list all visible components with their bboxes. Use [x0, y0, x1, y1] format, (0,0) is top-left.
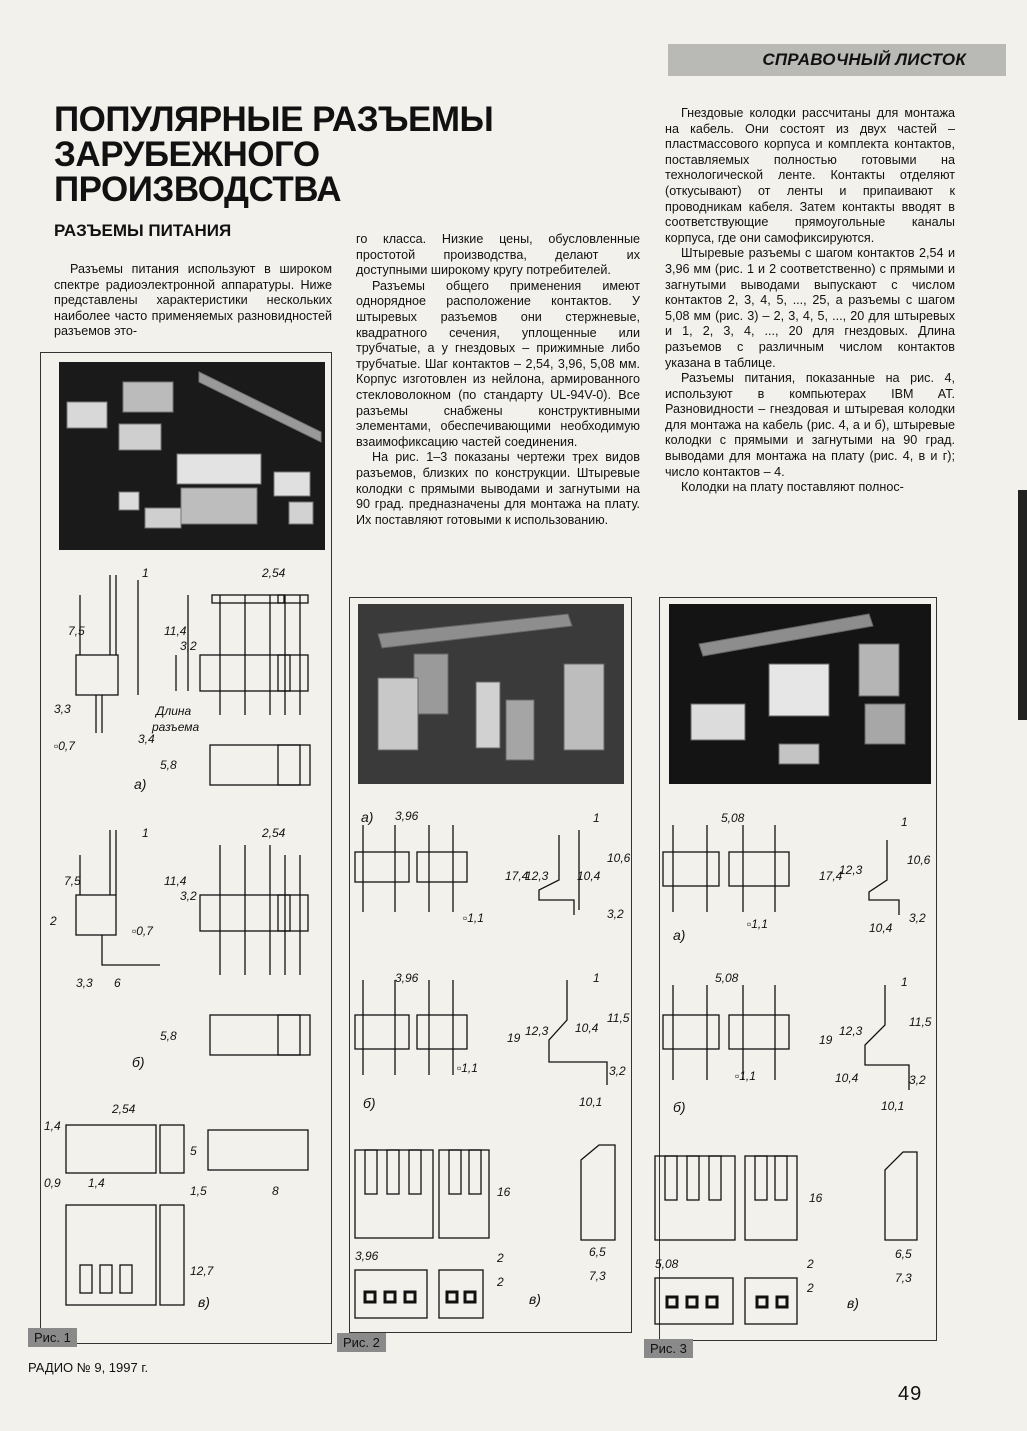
dim-label: 12,7 [190, 1264, 214, 1278]
sub-figure-letter: б) [363, 1095, 376, 1111]
dim-label: Длина [156, 704, 192, 718]
dim-label: 10,4 [835, 1071, 859, 1085]
dim-label: 1 [142, 566, 149, 580]
dim-label: 3,2 [909, 911, 926, 925]
dim-label: 10,6 [907, 853, 931, 867]
dim-label: 10,4 [577, 869, 601, 883]
dim-label: 3,96 [355, 1249, 379, 1263]
dim-label: 3,96 [395, 971, 419, 985]
dim-label: 7,5 [68, 624, 85, 638]
dim-label: 10,6 [607, 851, 631, 865]
dim-label: 2 [807, 1257, 814, 1271]
dim-label: 2 [50, 914, 57, 928]
dim-label: 5 [190, 1144, 197, 1158]
dim-label: 17,4 [505, 869, 529, 883]
sub-figure-letter: в) [847, 1295, 859, 1311]
sub-figure-letter: в) [529, 1291, 541, 1307]
dim-label: 1,4 [88, 1176, 105, 1190]
paragraph: го класса. Низкие цены, обусловленные простотой производства, делают их доступными широкому кругу потребителей. [356, 232, 640, 278]
dim-label: ▫1,1 [747, 917, 768, 931]
issue-info: РАДИО № 9, 1997 г. [28, 1360, 149, 1375]
dim-label: 11,4 [164, 874, 187, 888]
dim-label: 3,3 [76, 976, 93, 990]
margin-scan-edge [1018, 490, 1027, 720]
figure-2-drawing [349, 800, 632, 1325]
dim-label: 6,5 [589, 1245, 606, 1259]
dim-label: 2,54 [112, 1102, 136, 1116]
dim-label: ▫0,7 [54, 739, 75, 753]
dim-label: ▫1,1 [457, 1061, 478, 1075]
dim-label: 12,3 [525, 869, 549, 883]
dim-label: 11,4 [164, 624, 187, 638]
text-column-1 [54, 262, 332, 340]
sub-figure-letter: а) [134, 776, 147, 792]
dim-label: 0,9 [44, 1176, 61, 1190]
dim-label: 5,08 [721, 811, 745, 825]
section-banner [668, 44, 1006, 76]
dim-label: 1 [901, 975, 908, 989]
title-line: ПОПУЛЯРНЫЕ РАЗЪЕМЫ [54, 100, 494, 139]
dim-label: 16 [497, 1185, 511, 1199]
dim-label: 3,96 [395, 809, 419, 823]
page-number: 49 [898, 1383, 923, 1405]
dim-label: 10,4 [575, 1021, 599, 1035]
dim-label: 1,5 [190, 1184, 207, 1198]
dim-label: разъема [152, 720, 200, 734]
dim-label: 12,3 [839, 863, 863, 877]
figure-3-drawing [655, 800, 937, 1335]
figure-2-photo [358, 604, 624, 784]
dim-label: 7,5 [64, 874, 81, 888]
dim-label: 6,5 [895, 1247, 912, 1261]
dim-label: 3,3 [54, 702, 71, 716]
paragraph: Разъемы общего применения имеют однорядное расположение контактов. У штыревых разъемов они стержневые, квадратного сечения, уплощенные или трубчатые, а у гнездовых – прижимные либо трубчатые. Шаг контактов – 2,54, 3,96, 5,08 мм. Корпус изготовлен из нейлона, армированного стекловолокном (по стандарту UL-94V-0). Все разъемы снабжены конструктивными элементами, обеспечивающими необходимую взаимофиксацию частей соединения. [356, 278, 640, 449]
figure-3-caption: Рис. 3 [644, 1339, 693, 1358]
dim-label: 3,4 [138, 732, 155, 746]
dim-label: 2 [497, 1275, 504, 1289]
dim-label: 6 [114, 976, 121, 990]
paragraph: На рис. 1–3 показаны чертежи трех видов разъемов, близких по конструкции. Штыревые колодки с прямыми выводами и загнутыми на 90 град. предназначены для монтажа на плату. Их поставляют готовыми к использованию. [356, 450, 640, 527]
dim-label: 2 [807, 1281, 814, 1295]
dim-label: 8 [272, 1184, 279, 1198]
dim-label: 7,3 [895, 1271, 912, 1285]
dim-label: 19 [507, 1031, 521, 1045]
dim-label: 3,2 [180, 639, 197, 653]
figure-3-photo [669, 604, 931, 784]
title-line: ПРОИЗВОДСТВА [54, 170, 342, 209]
section-title: СПРАВОЧНЫЙ ЛИСТОК [762, 50, 966, 69]
text-column-3 [665, 106, 955, 496]
sub-figure-letter: б) [673, 1099, 686, 1115]
dim-label: ▫1,1 [735, 1069, 756, 1083]
paragraph: Разъемы питания, показанные на рис. 4, используют в компьютерах IBM AT. Разновидности – гнездовая и штыревая колодки для монтажа на кабель (рис. 4, а и б), штыревые колодки с прямыми и загнутыми на 90 град. выводами для монтажа на плату (рис. 4, в и г); число контактов – 4. [665, 371, 955, 479]
figure-1-photo [59, 362, 325, 550]
dim-label: 5,8 [160, 758, 177, 772]
sub-figure-letter: в) [198, 1294, 210, 1310]
dim-label: 7,3 [589, 1269, 606, 1283]
dim-label: 2,54 [262, 826, 286, 840]
dim-label: 11,5 [909, 1015, 932, 1029]
title-line: ЗАРУБЕЖНОГО [54, 135, 320, 174]
paragraph: Гнездовые колодки рассчитаны для монтажа на кабель. Они состоят из двух частей – пластмассового корпуса и комплекта контактов, поставляемых полностью готовыми на технологической ленте. Контакты отделяют (откусывают) от ленты и припаивают к проводникам кабеля. Затем контакты вводят в соответствующие прямоугольные каналы корпуса, где они самофиксируются. [665, 106, 955, 245]
dim-label: 10,1 [579, 1095, 603, 1109]
dim-label: 2,54 [262, 566, 286, 580]
dim-label: 5,08 [715, 971, 739, 985]
sub-figure-letter: а) [673, 927, 686, 943]
dim-label: 12,3 [525, 1024, 549, 1038]
dim-label: 1 [142, 826, 149, 840]
dim-label: 10,4 [869, 921, 893, 935]
dim-label: ▫0,7 [132, 924, 153, 938]
dim-label: 17,4 [819, 869, 843, 883]
dim-label: 12,3 [839, 1024, 863, 1038]
dim-label: 1,4 [44, 1119, 61, 1133]
dim-label: 1 [593, 811, 600, 825]
dim-label: 1 [593, 971, 600, 985]
dim-label: 3,2 [909, 1073, 926, 1087]
dim-label: 10,1 [881, 1099, 905, 1113]
dim-label: 19 [819, 1033, 833, 1047]
dim-label: 3,2 [609, 1064, 626, 1078]
dim-label: 1 [901, 815, 908, 829]
figure-1-drawing [40, 555, 332, 1345]
dim-label: 3,2 [607, 907, 624, 921]
figure-2-caption: Рис. 2 [337, 1333, 386, 1352]
sub-figure-letter: а) [361, 809, 374, 825]
article-subtitle: РАЗЪЕМЫ ПИТАНИЯ [54, 221, 232, 240]
dim-label: 5,08 [655, 1257, 679, 1271]
dim-label: 16 [809, 1191, 823, 1205]
paragraph: Колодки на плату поставляют полнос- [681, 480, 904, 495]
dim-label: 3,2 [180, 889, 197, 903]
figure-2-labels [355, 809, 631, 1307]
text-column-2 [356, 232, 640, 528]
article-title [54, 102, 524, 207]
dim-label: 5,8 [160, 1029, 177, 1043]
dim-label: 2 [497, 1251, 504, 1265]
sub-figure-letter: б) [132, 1054, 145, 1070]
figure-1-labels [44, 566, 286, 1310]
figure-1-caption: Рис. 1 [28, 1328, 77, 1347]
dim-label: ▫1,1 [463, 911, 484, 925]
paragraph: Штыревые разъемы с шагом контактов 2,54 и 3,96 мм (рис. 1 и 2 соответственно) с прямыми и загнутыми выводами выпускают с числом контактов 2, 3, 4, 5, ..., 25, а разъемы с шагом 5,08 мм (рис. 3) – 2, 3, 4, 5, ..., 20 для штыревых и 1, 2, 3, 4, ..., 20 для гнездовых. Длина разъемов с различным числом контактов указана в таблице. [665, 246, 955, 370]
dim-label: 11,5 [607, 1011, 630, 1025]
paragraph: Разъемы питания используют в широком спектре радиоэлектронной аппаратуры. Ниже представлены характеристики нескольких наиболее часто применяемых разновидностей разъемов это- [54, 262, 332, 339]
